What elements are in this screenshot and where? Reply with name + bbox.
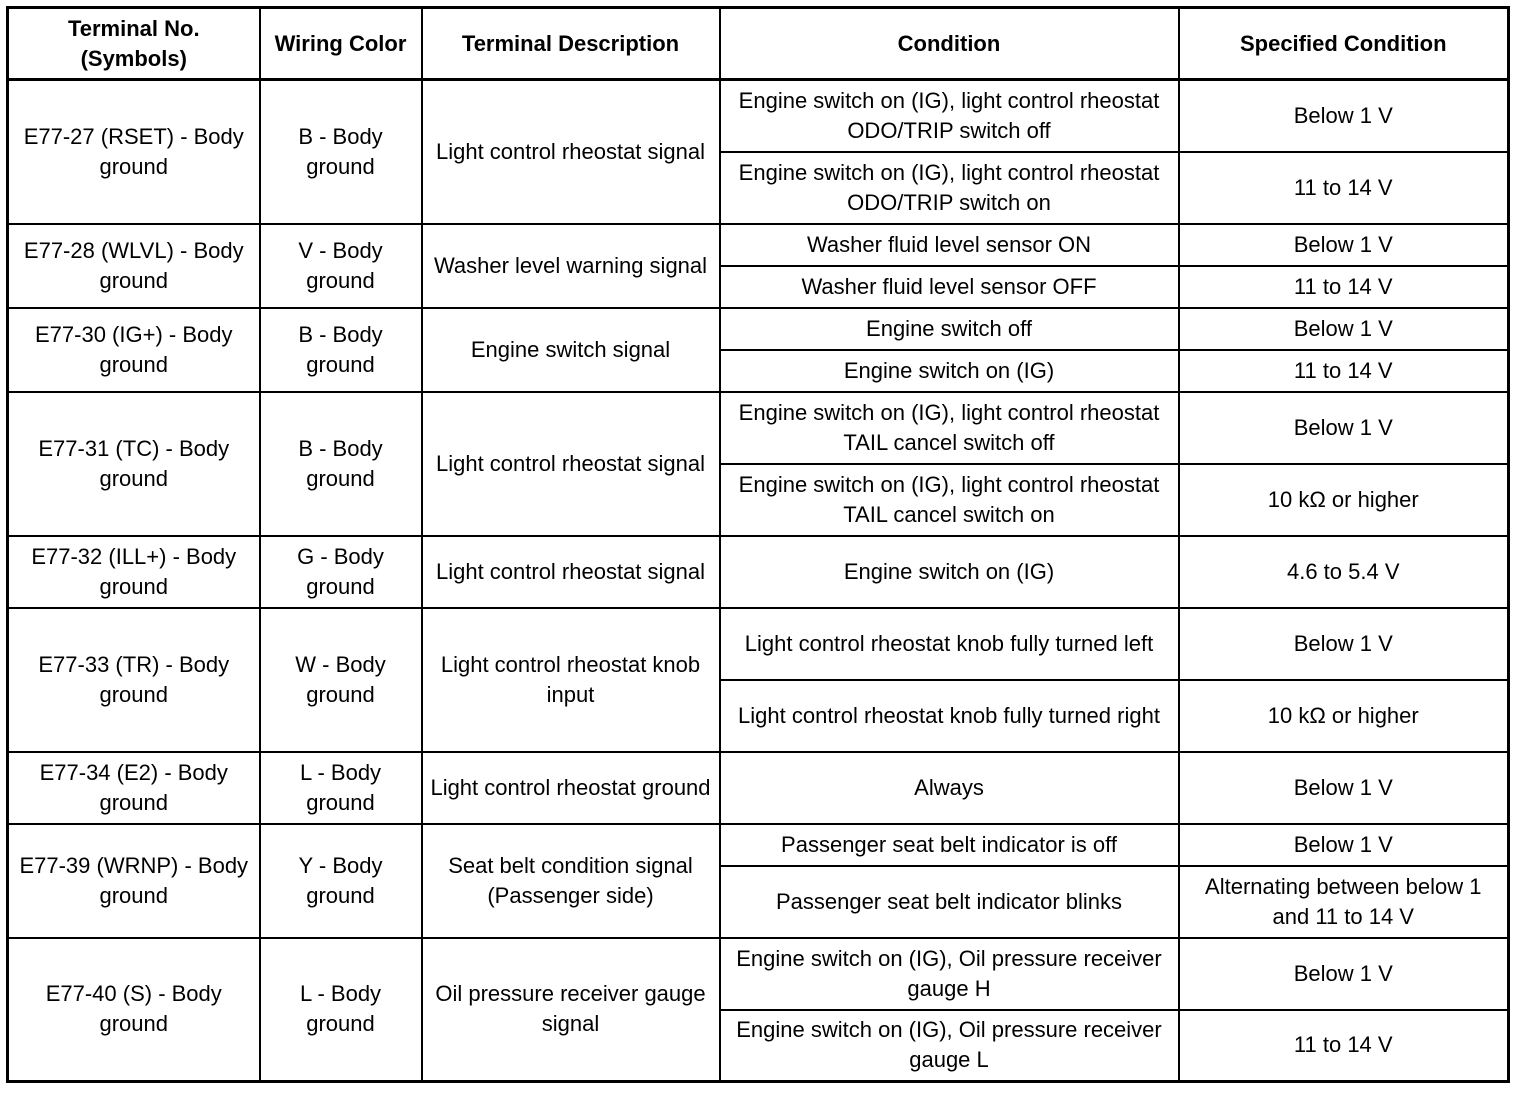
specified-condition-cell: Below 1 V [1179, 392, 1509, 464]
condition-cell: Engine switch on (IG), light control rheostat ODO/TRIP switch on [720, 152, 1179, 224]
table-row [8, 824, 1509, 866]
terminal-cell: E77-30 (IG+) - Body ground [8, 308, 260, 392]
condition-cell: Engine switch on (IG), light control rheostat TAIL cancel switch off [720, 392, 1179, 464]
condition-cell: Passenger seat belt indicator blinks [720, 866, 1179, 938]
specified-condition-cell: Below 1 V [1179, 224, 1509, 266]
terminal-description-cell: Washer level warning signal [422, 224, 720, 308]
wiring-color-cell: B - Body ground [260, 392, 422, 536]
table-row [8, 392, 1509, 464]
condition-cell: Always [720, 752, 1179, 824]
specified-condition-cell: 11 to 14 V [1179, 152, 1509, 224]
condition-cell: Washer fluid level sensor OFF [720, 266, 1179, 308]
condition-cell: Engine switch on (IG), Oil pressure receiver gauge H [720, 938, 1179, 1010]
header-wiring-color: Wiring Color [260, 8, 422, 80]
condition-cell: Engine switch on (IG), light control rheostat TAIL cancel switch on [720, 464, 1179, 536]
terminal-cell: E77-39 (WRNP) - Body ground [8, 824, 260, 938]
header-row [8, 8, 1509, 80]
specified-condition-cell: Below 1 V [1179, 608, 1509, 680]
specified-condition-cell: 10 kΩ or higher [1179, 464, 1509, 536]
condition-cell: Light control rheostat knob fully turned right [720, 680, 1179, 752]
table-row [8, 938, 1509, 1010]
wiring-color-cell: B - Body ground [260, 80, 422, 224]
terminal-cell: E77-27 (RSET) - Body ground [8, 80, 260, 224]
terminal-cell: E77-34 (E2) - Body ground [8, 752, 260, 824]
table-row [8, 308, 1509, 350]
terminal-description-cell: Seat belt condition signal (Passenger side) [422, 824, 720, 938]
specified-condition-cell: 11 to 14 V [1179, 350, 1509, 392]
header-terminal: Terminal No. (Symbols) [8, 8, 260, 80]
wiring-color-cell: Y - Body ground [260, 824, 422, 938]
wiring-color-cell: G - Body ground [260, 536, 422, 608]
terminal-spec-table [6, 6, 1510, 1083]
condition-cell: Light control rheostat knob fully turned left [720, 608, 1179, 680]
specified-condition-cell: Below 1 V [1179, 80, 1509, 152]
terminal-description-cell: Engine switch signal [422, 308, 720, 392]
specified-condition-cell: Below 1 V [1179, 752, 1509, 824]
wiring-color-cell: W - Body ground [260, 608, 422, 752]
terminal-description-cell: Light control rheostat knob input [422, 608, 720, 752]
condition-cell: Engine switch off [720, 308, 1179, 350]
table-row [8, 536, 1509, 608]
specified-condition-cell: 4.6 to 5.4 V [1179, 536, 1509, 608]
header-terminal-description: Terminal Description [422, 8, 720, 80]
table-row [8, 224, 1509, 266]
wiring-color-cell: L - Body ground [260, 752, 422, 824]
specified-condition-cell: 11 to 14 V [1179, 1010, 1509, 1082]
specified-condition-cell: 10 kΩ or higher [1179, 680, 1509, 752]
terminal-description-cell: Light control rheostat signal [422, 536, 720, 608]
condition-cell: Passenger seat belt indicator is off [720, 824, 1179, 866]
terminal-description-cell: Light control rheostat signal [422, 392, 720, 536]
condition-cell: Engine switch on (IG), Oil pressure receiver gauge L [720, 1010, 1179, 1082]
specified-condition-cell: Below 1 V [1179, 308, 1509, 350]
table-row [8, 752, 1509, 824]
header-specified-condition: Specified Condition [1179, 8, 1509, 80]
condition-cell: Engine switch on (IG), light control rheostat ODO/TRIP switch off [720, 80, 1179, 152]
wiring-color-cell: V - Body ground [260, 224, 422, 308]
table-row [8, 80, 1509, 152]
table-row [8, 608, 1509, 680]
wiring-color-cell: L - Body ground [260, 938, 422, 1082]
wiring-color-cell: B - Body ground [260, 308, 422, 392]
specified-condition-cell: Alternating between below 1 and 11 to 14 V [1179, 866, 1509, 938]
specified-condition-cell: Below 1 V [1179, 938, 1509, 1010]
condition-cell: Engine switch on (IG) [720, 536, 1179, 608]
terminal-cell: E77-32 (ILL+) - Body ground [8, 536, 260, 608]
header-condition: Condition [720, 8, 1179, 80]
terminal-description-cell: Light control rheostat ground [422, 752, 720, 824]
specified-condition-cell: 11 to 14 V [1179, 266, 1509, 308]
terminal-cell: E77-31 (TC) - Body ground [8, 392, 260, 536]
specified-condition-cell: Below 1 V [1179, 824, 1509, 866]
condition-cell: Engine switch on (IG) [720, 350, 1179, 392]
terminal-cell: E77-33 (TR) - Body ground [8, 608, 260, 752]
condition-cell: Washer fluid level sensor ON [720, 224, 1179, 266]
terminal-description-cell: Oil pressure receiver gauge signal [422, 938, 720, 1082]
terminal-cell: E77-40 (S) - Body ground [8, 938, 260, 1082]
terminal-description-cell: Light control rheostat signal [422, 80, 720, 224]
terminal-cell: E77-28 (WLVL) - Body ground [8, 224, 260, 308]
